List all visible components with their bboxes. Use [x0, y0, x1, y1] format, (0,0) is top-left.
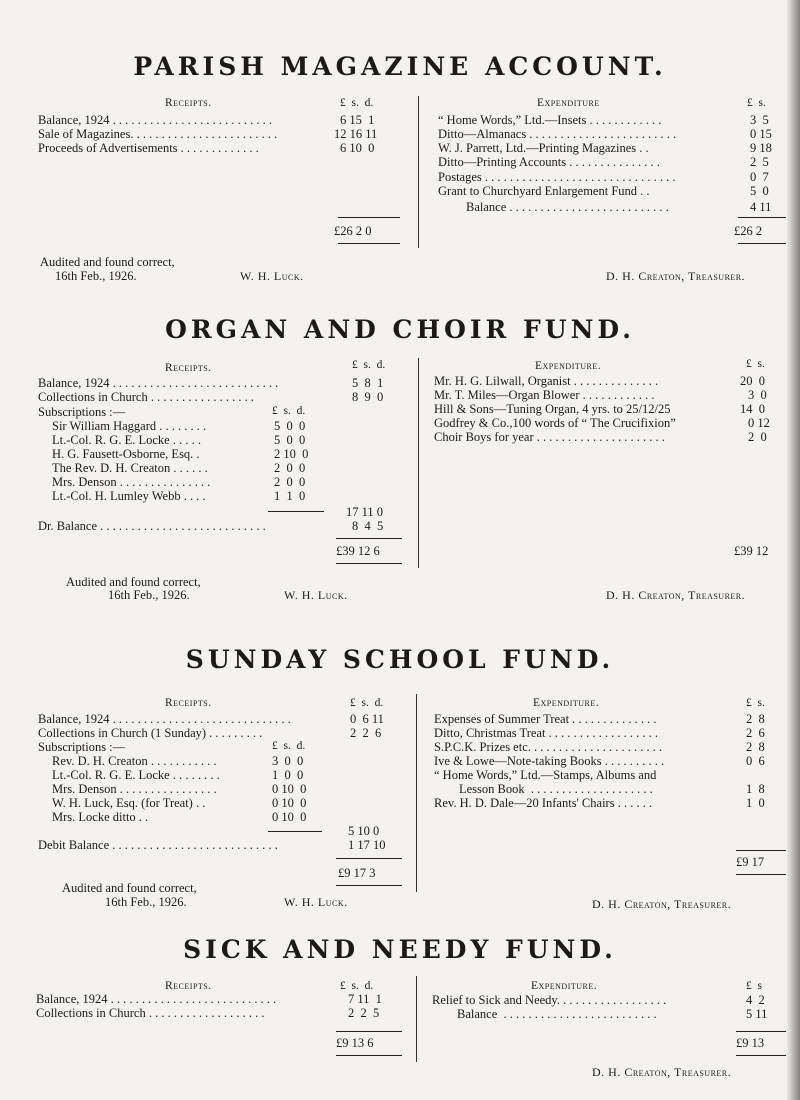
row-amount: 5 8 1 — [352, 376, 384, 390]
sick-exp-rule-bottom — [736, 1055, 786, 1056]
row-amount: 6 15 1 — [340, 113, 375, 127]
organ-subtotal: 17 11 0 — [346, 505, 384, 519]
row-label: “ Home Words,” Ltd.—Insets . . . . . . . . . . . . — [438, 113, 662, 127]
row-label: Rev. H. D. Dale—20 Infants' Chairs . . . . . . — [434, 796, 653, 810]
sunday-exp-rule-top — [736, 850, 786, 851]
sick-column-divider — [416, 976, 417, 1062]
row-amount: 1 17 10 — [348, 838, 386, 852]
row-amount: 0 7 — [750, 170, 769, 184]
row-label: Ditto, Christmas Treat . . . . . . . . . . . . . . . . . . — [434, 726, 658, 740]
row-label: Lesson Book . . . . . . . . . . . . . . . . . . . . — [434, 782, 653, 796]
sick-expenditure-heading: Expenditure. — [531, 980, 598, 992]
row-amount: 12 16 11 — [334, 127, 378, 141]
row-amount: 1 0 — [746, 796, 765, 810]
row-amount: 20 0 — [740, 374, 765, 388]
row-amount: 5 0 0 — [274, 419, 306, 433]
row-label: The Rev. D. H. Creaton . . . . . . — [52, 461, 208, 475]
row-label: Balance . . . . . . . . . . . . . . . . . . . . . . . . . — [432, 1007, 657, 1021]
row-amount: 3 5 — [750, 113, 769, 127]
sunday-subtotal: 5 10 0 — [348, 824, 380, 838]
sunday-money-heading: £ s. d. — [350, 697, 384, 709]
sick-treasurer: D. H. Creaton, Treasurer. — [592, 1065, 732, 1079]
parish-receipt-row — [38, 113, 408, 127]
row-label: Ditto—Almanacs . . . . . . . . . . . . . . . . . . . . . . . . — [438, 127, 677, 141]
sunday-receipts-rule-bottom — [336, 885, 402, 886]
row-label: Ive & Lowe—Note-taking Books . . . . . . . . . . — [434, 754, 665, 768]
row-label: Sale of Magazines. . . . . . . . . . . . . . . . . . . . . . . . — [38, 127, 278, 141]
sunday-expenditure-total: £9 17 — [736, 855, 765, 869]
row-amount: 14 0 — [740, 402, 765, 416]
row-label: Balance . . . . . . . . . . . . . . . . . . . . . . . . . . — [466, 200, 669, 214]
row-label: Lt.-Col. R. G. E. Locke . . . . . . . . — [52, 768, 220, 782]
row-amount: 2 8 — [746, 740, 765, 754]
sunday-receipts-total: £9 17 3 — [338, 866, 376, 880]
sunday-auditor: W. H. Luck. — [284, 895, 348, 909]
row-amount: 7 11 1 — [348, 992, 382, 1006]
organ-receipts-rule-top — [336, 538, 402, 539]
parish-receipts-total: £26 2 0 — [334, 224, 372, 238]
organ-receipts-heading: Receipts. — [165, 362, 212, 374]
organ-exp-money-heading: £ s. — [746, 358, 765, 370]
sick-exp-rule-top — [736, 1031, 786, 1032]
organ-title: ORGAN AND CHOIR FUND. — [165, 315, 635, 344]
sunday-audit-date: 16th Feb., 1926. — [105, 895, 187, 909]
page-binding-shadow — [786, 0, 800, 1100]
row-amount: 3 0 0 — [272, 754, 304, 768]
row-label: Choir Boys for year . . . . . . . . . . . . . . . . . . . . . — [434, 430, 665, 444]
row-label: Subscriptions :— — [38, 405, 126, 419]
row-label: Grant to Churchyard Enlargement Fund . . — [438, 184, 650, 198]
parish-receipts-heading: Receipts. — [165, 97, 212, 109]
sunday-expenditure-heading: Expenditure. — [533, 697, 600, 709]
row-label: Lt.-Col. R. G. E. Locke . . . . . — [52, 433, 201, 447]
row-label: Subscriptions :— — [38, 740, 126, 754]
sunday-title: SUNDAY SCHOOL FUND. — [185, 645, 615, 674]
row-label: W. H. Luck, Esq. (for Treat) . . — [52, 796, 206, 810]
organ-auditor: W. H. Luck. — [284, 588, 348, 602]
row-label: Ditto—Printing Accounts . . . . . . . . . . . . . . . — [438, 155, 660, 169]
row-amount: 2 2 6 — [350, 726, 382, 740]
row-label: Godfrey & Co.,100 words of “ The Crucifixion” — [434, 416, 676, 430]
parish-receipt-row — [38, 141, 408, 155]
row-amount: 2 0 0 — [274, 475, 306, 489]
row-amount: 0 10 0 — [272, 810, 307, 824]
row-amount: 1 8 — [746, 782, 765, 796]
row-label: Balance, 1924 . . . . . . . . . . . . . . . . . . . . . . . . . . . — [38, 376, 279, 390]
row-label: Expenses of Summer Treat . . . . . . . . . . . . . . — [434, 712, 657, 726]
row-label: Dr. Balance . . . . . . . . . . . . . . . . . . . . . . . . . . . — [38, 519, 266, 533]
row-amount: 5 11 — [746, 1007, 768, 1021]
parish-title: PARISH MAGAZINE ACCOUNT. — [133, 52, 667, 81]
sunday-receipts-heading: Receipts. — [165, 697, 212, 709]
sick-money-heading: £ s. d. — [340, 980, 374, 992]
row-amount: 2 2 5 — [348, 1006, 380, 1020]
sick-expenditure-total: £9 13 — [736, 1036, 765, 1050]
row-amount: 0 6 — [746, 754, 765, 768]
parish-receipts-rule-bottom — [338, 243, 400, 244]
row-amount: 0 10 0 — [272, 796, 307, 810]
organ-audit-date: 16th Feb., 1926. — [108, 588, 190, 602]
organ-expenditure-heading: Expenditure. — [535, 360, 602, 372]
row-amount: 1 1 0 — [274, 489, 306, 503]
row-label: “ Home Words,” Ltd.—Stamps, Albums and — [434, 768, 657, 782]
row-amount: 3 0 — [748, 388, 767, 402]
row-amount: 2 0 — [748, 430, 767, 444]
parish-receipts-rule-top — [338, 217, 400, 218]
sick-receipts-rule-bottom — [336, 1055, 402, 1056]
parish-audit-date: 16th Feb., 1926. — [55, 269, 137, 283]
row-label: Sir William Haggard . . . . . . . . — [52, 419, 207, 433]
row-amount: 0 15 — [750, 127, 772, 141]
parish-expenditure-heading: Expenditure — [537, 97, 600, 109]
row-label: Proceeds of Advertisements . . . . . . . . . . . . . — [38, 141, 259, 155]
row-label: S.P.C.K. Prizes etc. . . . . . . . . . . . . . . . . . . . . . — [434, 740, 663, 754]
sunday-receipts-rule-top — [336, 858, 402, 859]
organ-money-heading: £ s. d. — [352, 359, 386, 371]
row-amount: 8 9 0 — [352, 390, 384, 404]
sunday-sub-money-heading: £ s. d. — [272, 740, 306, 752]
parish-treasurer: D. H. Creaton, Treasurer. — [606, 269, 746, 283]
organ-sub-money-heading: £ s. d. — [272, 405, 306, 417]
parish-receipt-row — [38, 127, 408, 141]
sunday-column-divider — [416, 694, 417, 892]
row-label: H. G. Fausett-Osborne, Esq. . — [52, 447, 200, 461]
row-label: Postages . . . . . . . . . . . . . . . . . . . . . . . . . . . . . . . — [438, 170, 676, 184]
row-label: Mrs. Denson . . . . . . . . . . . . . . . . — [52, 782, 217, 796]
row-amount: 8 4 5 — [352, 519, 384, 533]
row-label: Mrs. Denson . . . . . . . . . . . . . . . — [52, 475, 211, 489]
row-amount: 5 0 0 — [274, 433, 306, 447]
row-label: Collections in Church . . . . . . . . . . . . . . . . . . . — [36, 1006, 265, 1020]
parish-money-heading: £ s. d. — [340, 97, 374, 109]
sick-receipts-rule-top — [336, 1031, 402, 1032]
row-amount: 2 8 — [746, 712, 765, 726]
row-label: Balance, 1924 . . . . . . . . . . . . . . . . . . . . . . . . . . — [38, 113, 273, 127]
row-label: Mr. H. G. Lilwall, Organist . . . . . . . . . . . . . . — [434, 374, 659, 388]
row-label: W. J. Parrett, Ltd.—Printing Magazines . . — [438, 141, 649, 155]
organ-expenditure-total: £39 12 — [734, 544, 769, 558]
sick-receipts-heading: Receipts. — [165, 980, 212, 992]
row-amount: 4 11 — [750, 200, 772, 214]
parish-exp-money-heading: £ s. — [747, 97, 766, 109]
sunday-audit-line1: Audited and found correct, — [62, 881, 197, 895]
sick-exp-money-heading: £ s — [746, 980, 762, 992]
organ-sub-rule — [268, 511, 324, 512]
sunday-exp-rule-bottom — [736, 874, 786, 875]
row-amount: 1 0 0 — [272, 768, 304, 782]
row-label: Lt.-Col. H. Lumley Webb . . . . — [52, 489, 206, 503]
row-label: Balance, 1924 . . . . . . . . . . . . . . . . . . . . . . . . . . . — [36, 992, 277, 1006]
organ-receipts-rule-bottom — [336, 563, 402, 564]
row-amount: 0 10 0 — [272, 782, 307, 796]
row-label: Collections in Church . . . . . . . . . . . . . . . . . — [38, 390, 254, 404]
parish-exp-rule-top — [738, 217, 786, 218]
organ-audit-line1: Audited and found correct, — [66, 575, 201, 589]
sunday-sub-rule — [268, 831, 322, 832]
row-label: Mrs. Locke ditto . . — [52, 810, 149, 824]
sunday-treasurer: D. H. Creaton, Treasurer. — [592, 897, 732, 911]
row-amount: 5 0 — [750, 184, 769, 198]
row-amount: 0 12 — [748, 416, 770, 430]
row-amount: 4 2 — [746, 993, 765, 1007]
parish-exp-rule-bottom — [738, 243, 786, 244]
row-label: Collections in Church (1 Sunday) . . . . . . . . . — [38, 726, 263, 740]
row-label: Relief to Sick and Needy. . . . . . . . . . . . . . . . . . — [432, 993, 667, 1007]
row-amount: 0 6 11 — [350, 712, 384, 726]
parish-auditor: W. H. Luck. — [240, 269, 304, 283]
organ-treasurer: D. H. Creaton, Treasurer. — [606, 588, 746, 602]
row-amount: 9 18 — [750, 141, 772, 155]
sick-title: SICK AND NEEDY FUND. — [183, 935, 617, 964]
row-amount: 2 6 — [746, 726, 765, 740]
organ-column-divider — [418, 358, 419, 568]
sick-receipts-total: £9 13 6 — [336, 1036, 374, 1050]
row-amount: 2 5 — [750, 155, 769, 169]
row-amount: 2 10 0 — [274, 447, 309, 461]
row-amount: 6 10 0 — [340, 141, 375, 155]
row-label: Rev. D. H. Creaton . . . . . . . . . . . — [52, 754, 217, 768]
row-label: Debit Balance . . . . . . . . . . . . . . . . . . . . . . . . . . . — [38, 838, 278, 852]
organ-receipts-total: £39 12 6 — [336, 544, 380, 558]
parish-expenditure-total: £26 2 — [734, 224, 763, 238]
row-label: Balance, 1924 . . . . . . . . . . . . . . . . . . . . . . . . . . . . . — [38, 712, 291, 726]
parish-column-divider — [418, 96, 419, 248]
row-label: Mr. T. Miles—Organ Blower . . . . . . . . . . . . — [434, 388, 655, 402]
row-label: Hill & Sons—Tuning Organ, 4 yrs. to 25/12/25 — [434, 402, 671, 416]
row-amount: 2 0 0 — [274, 461, 306, 475]
parish-audit-line1: Audited and found correct, — [40, 255, 175, 269]
sunday-exp-money-heading: £ s. — [746, 697, 765, 709]
